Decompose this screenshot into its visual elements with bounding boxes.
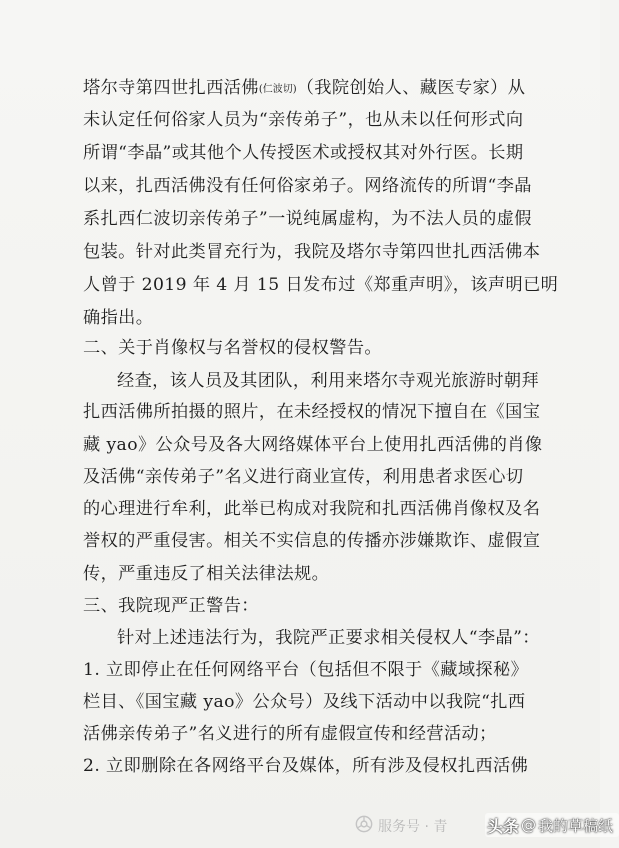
text-line-21: 活佛亲传弟子”名义进行的所有虚假宣传和经营活动； [83, 724, 497, 744]
section-heading-2: 二、关于肖像权与名誉权的侵权警告。 [83, 338, 382, 358]
service-account-label: 服务号 · 青 [378, 819, 448, 835]
section-heading-3: 三、我院现严正警告： [83, 596, 259, 616]
text-line-5: 系扎西仁波切亲传弟子”一说纯属虚构，为不法人员的虚假 [83, 209, 532, 229]
text-line-20: 栏目、《国宝藏 yao》公众号）及线下活动中以我院“扎西 [83, 692, 526, 712]
toutiao-brand: 头条 [487, 816, 520, 836]
text-line-7: 人曾于 2019 年 4 月 15 日发布过《郑重声明》，该声明已明 [83, 275, 559, 295]
author-name: 我的草稿纸 [538, 816, 614, 835]
text-line-2: 未认定任何俗家人员为“亲传弟子”，也从未以任何形式向 [83, 110, 524, 130]
text-line-1: 塔尔寺第四世扎西活佛(仁波切)（我院创始人、藏医专家）从 [83, 78, 526, 98]
text-line-16: 传，严重违反了相关法律法规。 [83, 564, 330, 584]
text-line-18: 针对上述违法行为，我院严正要求相关侵权人“李晶”： [117, 628, 540, 648]
list-item-1: 1. 立即停止在任何网络平台（包括但不限于《藏域探秘》 [83, 660, 529, 680]
watermark-footer [350, 808, 614, 840]
at-sign: @ [521, 816, 537, 834]
text-line-15: 誉权的严重侵害。相关不实信息的传播亦涉嫌欺诈、虚假宣 [83, 531, 541, 551]
text-line-3: 所谓“李晶”或其他个人传授医术或授权其对外行医。长期 [83, 143, 524, 163]
text-line-6: 包装。针对此类冒充行为，我院及塔尔寺第四世扎西活佛本 [83, 242, 541, 262]
toutiao-watermark [485, 813, 619, 837]
wechat-service-icon [355, 815, 373, 833]
text-line-14: 的心理进行牟利，此举已构成对我院和扎西活佛肖像权及名 [83, 499, 541, 519]
text-line-10: 经查，该人员及其团队，利用来塔尔寺观光旅游时朝拜 [117, 371, 540, 391]
text-line-13: 及活佛“亲传弟子”名义进行商业宣传，利用患者求医心切 [83, 467, 524, 487]
list-item-2: 2. 立即删除在各网络平台及媒体，所有涉及侵权扎西活佛 [83, 756, 529, 776]
text-line-12: 藏 yao》公众号及各大网络媒体平台上使用扎西活佛的肖像 [83, 435, 543, 455]
text-line-4: 以来，扎西活佛没有任何俗家弟子。网络流传的所谓“李晶 [83, 176, 532, 196]
small-annotation: (仁波切) [258, 84, 297, 95]
text-line-11: 扎西活佛所拍摄的照片，在未经授权的情况下擅自在《国宝 [83, 402, 541, 422]
text-line-8: 确指出。 [83, 308, 154, 328]
